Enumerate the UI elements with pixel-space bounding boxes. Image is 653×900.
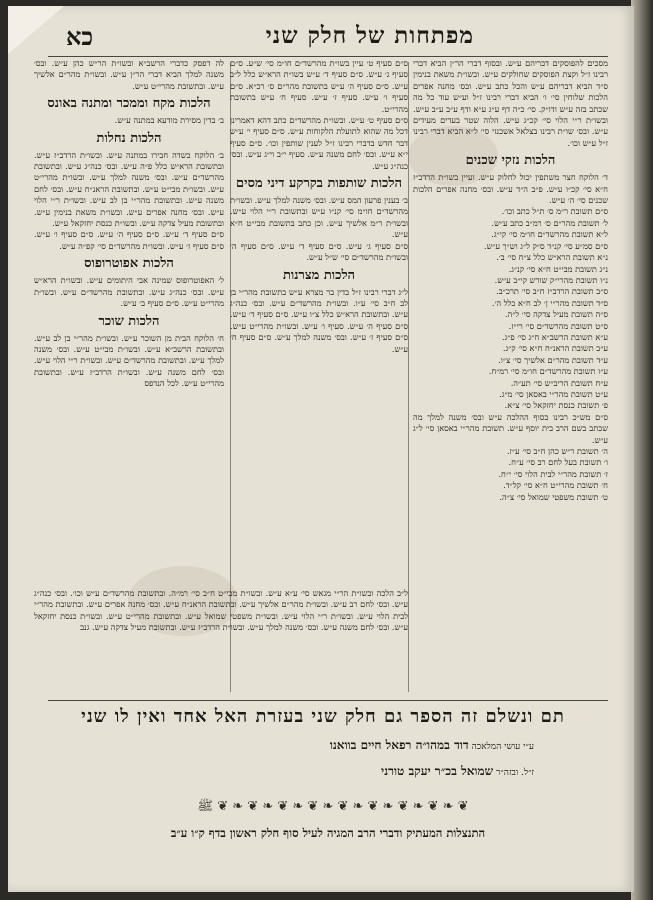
paragraph: מסכים להפוסקים דבריהם ע״ש. ובסוף דברי הר״ן הביא דברי רבינו ז״ל וקצת הפוסקים שחולקים ע״ש. ובשו״ת משאת בנימין ס״ד הביא דבריהם ע״ש והכל כתב ע״ש. ובס׳ מחנה אפרים הלכות שלוחין סי׳ ו׳ הביא דברי רבינו ז״ל וע״ש עוד כל מה שכתב בזה ע״ש ודו״ק. סי׳ כ״ה דף ע״ג ע״א ודף ע״ב ע״ב ע״ש. ובשו״ת ר״י הלוי סי׳ קכ״ג ע״ש. הלוה שטר בעדים מעידים ע״ש. ובס׳ שו״ת רבינו בצלאל אשכנזי סי׳ ל״א הביא דברי רבינו ז״ל ע״ש וכו׳. [413, 58, 608, 148]
page-header [8, 20, 634, 56]
list-item: ע״ד תשובת מהר״ם אלשיך סי׳ צ״ו. [498, 354, 608, 365]
section-heading: הלכות מצרנות [282, 267, 356, 283]
section-heading: הלכות נחלות [96, 130, 162, 146]
paragraph: ל״ב הלכה ובשו״ת הר״י מגאש סי׳ ע״א ע״ש. ובשו״ת מבי״ט ח״ב סי׳ רמ״ה. ובתשובת מהרשד״ם ע״ש וכו׳. ובס׳ כנה״ג ע״ש. ובס׳ לחם רב ע״ש. ובשו״ת מהר״ם אלשיך ע״ש. ובתשובת הראנ״ח ע״ש. ובס׳ מחנה אפרים ע״ש. ובתשובת מהר״י לבית הלוי ע״ש. ובשו״ת ר״י הלוי ע״ש. ובשו״ת משפטי שמואל ע״ש. ובתשובת מהרי״ט ע״ש. ובשו״ת כנסת יחזקאל ע״ש. ובס׳ לחם משנה ע״ש. ובס׳ משנה למלך ע״ש. ובשו״ת הרדב״ז ע״ש. ובתשובת מעיל צדקה ע״ש. גנב [34, 588, 408, 633]
list-item: ס״ד תשובת מהר״י ן׳ לב ח״א כלל ה׳. [491, 297, 608, 308]
paragraph: לה דפסק כדברי הרשב״א ובשו״ת הר״ש כהן ע״ש. ובס׳ משנה למלך הביא דברי הר״ן ע״ש. ובשו״ת מהר״ם אלשיך ע״ש. ובתשובת מהרי״ט ע״ש. [34, 58, 224, 91]
section-heading: הלכות שוכר [98, 313, 160, 329]
book-edge [631, 0, 653, 900]
typesetter-line-2 [381, 764, 534, 779]
book-page [8, 6, 634, 892]
typesetter-names: שמואל בכ״ר יעקב טורני [381, 764, 494, 778]
ornament-band: ﷺ ❦ ❧ ❦ ❧ ❦ ❧ ❦ ❧ ❦ ❧ ❦ ❧ ❦ ❧ ❦ ❧ ❦ [197, 799, 469, 814]
paragraph: ד׳ הלוקח חצר משתפין יכול לחלוק ע״ש. ועיין בשו״ת הרדב״ז ח״א סי׳ קכ״ו ע״ש. פ״ב ה״ד ע״ש. ובס׳ מחנה אפרים הלכות שכנים סי׳ ה׳ ע״ש. [413, 172, 608, 206]
list-item: ס״ב תשובת הרדב״ז ח״ב סי׳ תרכ״ב. [496, 286, 608, 297]
typesetter-prefix: ז״ל. ובזה״ר [495, 768, 534, 778]
header-rule [48, 56, 608, 57]
list-item: ח׳ תשובת מהרי״ט ח״א סי׳ קל״ד. [503, 480, 608, 491]
typesetter-prefix: ע״י עושי המלאכה [471, 742, 534, 752]
paragraph: ס״ם סעיף ט׳ עיין בשו״ת מהרשד״ם חו״מ סי׳ ש״ע. ס״ם סעיף ג׳ ע״ש. ס״ם סעיף ד׳ ע״ש בשו״ת הרא״ש כלל ל״ב ע״ש. ס״ם סעיף ה׳ ע״ש בתשובת מהר״ם ס׳ רכ״א. ס״ם סעיף ו׳ ע״ש. סעיף ז׳ ע״ש. סעיף ח׳ ע״ש בתשובת מהרי״ט. [230, 58, 408, 114]
paragraph: ס״ם סעיף ט׳ ע״ש. ובשו״ת מהרשד״ם כתב דהא דאמרינן דכל מה שהוא לתועלת הלקוחות ע״ש. ס״ם סעיף י׳ ע״ש דבר חדש בדברי רבינו ז״ל לענין שותפין וכו׳. ס״ם סעיף י״א ע״ש. ובס׳ לחם משנה ע״ש. סעיף י״ב וי״ג ע״ש. ובס׳ כנה״ג ע״ש. [230, 115, 408, 171]
reference-list [413, 206, 608, 411]
text-column-middle [230, 58, 408, 388]
typesetter-names: דוד במהו״ה רפאל חיים בוואנו [329, 738, 469, 752]
paragraph: ל״ג דברי רבינו ז״ל בדין בר מצרא ע״ש בתשובת מהר״י בן לב ח״ב סי׳ ע״ו. ובשו״ת מהרשד״ם ע״ש. ובס׳ כנה״ג ע״ש. ובתשובת הרא״ש כלל צ״ו ע״ש. ס״ם סעיף ד׳ ע״ש. ס״ם סעיף ה׳ ע״ש. סעיף ו׳ ע״ש. ובשו״ת מהרי״ט ע״ש. ס״ם סעיף ז׳ ע״ש. ובס׳ משנה למלך ע״ש. ס״ם סעיף ח׳ ע״ש. [230, 286, 408, 354]
column-divider [408, 62, 409, 692]
typesetter-line-1 [330, 738, 534, 753]
paragraph: ב׳ הלוקח בשדה חבירו במתנה ע״ש. ובשו״ת הרדב״ז ע״ש. ובתשובת הרא״ש כלל פ״ה ע״ש. ובס׳ כנה״ג ע״ש. ובתשובת מהרשד״ם ע״ש. ובס׳ משנה למלך ע״ש. ובשו״ת מהרי״ט ע״ש. ובשו״ת מבי״ט ע״ש. ובתשובת הראנ״ח ע״ש. ובס׳ לחם משנה ע״ש. ובתשובת מהר״י בן לב ע״ש. ובשו״ת ר״י הלוי ע״ש. ובס׳ מחנה אפרים ע״ש. ובשו״ת משאת בנימין ע״ש. ובתשובת מעיל צדקה ע״ש. ובשו״ת כנסת יחזקאל ע״ש. [34, 149, 224, 229]
list-item: ל׳ תשובת מהר״ם ס׳ רמ״ב כתב ע״ש. [491, 217, 608, 228]
list-item: ס״ם סמ״ע סי׳ קנ״ד ס״ק ל״ג וש״ך ע״ש. [483, 240, 608, 251]
list-item: ע״ב תשובת הראנ״ח ח״א סי׳ ק״ג. [502, 343, 608, 354]
list-item: ע״ו תשובת מהרשד״ם חו״מ סי׳ רמ״ח. [488, 366, 608, 377]
list-item: פ׳ תשובת כנסת יחזקאל סי׳ צ״א. [504, 400, 608, 411]
list-item: ס״ה תשובת מעיל צדקה סי׳ ל״ה. [504, 309, 608, 320]
section-heading: הלכות אפוטרופוס [84, 256, 174, 272]
footer-rule [48, 700, 608, 701]
paragraph: ח׳ הלוקח הבית מן השוכר ע״ש. ובשו״ת מהר״י בן לב ע״ש. ובתשובת הרשב״א ע״ש. ובשו״ת מבי״ט ע״ש. ובס׳ משנה למלך ע״ש. ובתשובת מהרשד״ם ע״ש. ובשו״ת ר״י הלוי ע״ש. ובס׳ לחם משנה ע״ש. ובשו״ת הרדב״ז ע״ש. ובתשובת מהרי״ט ע״ש. לכל הנדפס [34, 332, 224, 389]
list-item: ס״ט תשובת מהרשד״ם סי׳ רי״ז. [508, 320, 608, 331]
paragraph: ס״ם סעיף ד׳ ע״ש. ס״ם סעיף ה׳ ע״ש. ס״ם סעיף ו׳ ע״ש. ס״ם סעיף ז׳ ע״ש. ובשו״ת מהרשד״ם סי׳ קפ״ה ע״ש. [34, 229, 224, 251]
list-item: ז׳ תשובת מהר״י לבית הלוי סי׳ י״ח. [498, 468, 608, 479]
folio-number: כא [66, 22, 94, 51]
section-heading: הלכות מקח וממכר ומתנה באונס [47, 96, 211, 112]
paragraph: ב׳ בדין מסירת מודעא במתנה ע״ש. [114, 115, 224, 126]
list-item: ל״א תשובת מהרשד״ם חו״מ סי׳ קי״ג. [491, 229, 608, 240]
paragraph: ס״ם סעיף ג׳ ע״ש. ס״ם סעיף ד׳ ע״ש. ס״ם סעיף ה׳ ובשו״ת מהרשד״ם סי׳ ש״ל ע״ש. [230, 240, 408, 263]
paragraph: ל׳ האפוטרופוס שמינה אבי היתומים ע״ש. ובשו״ת הרא״ש ע״ש. ובס׳ כנה״ג ע״ש. ובתשובת מהרשד״ם ע״ש. ובשו״ת מהרי״ט ע״ש. ס״ם סעיף ב׳ ע״ש. [34, 275, 224, 309]
list-item: נ״א תשובת הרא״ש כלל צ״ח סי׳ ב׳. [496, 252, 608, 263]
section-heading: הלכות שותפות בקרקע דיני מסים [236, 176, 402, 192]
list-item: ס״ם תשובת ר״מ ס׳ ת״ל כתב וכו׳. [501, 206, 608, 217]
text-column-right [413, 58, 608, 698]
list-item: נ״ג תשובת מבי״ט ח״א סי׳ קנ״ג. [508, 263, 608, 274]
list-item: ו׳ תשובת בעל לחם רב סי׳ ע״ח. [508, 457, 608, 468]
section-heading: הלכות נזקי שכנים [465, 153, 556, 169]
running-title: מפתחות של חלק שני [265, 22, 474, 49]
text-column-left [34, 58, 224, 578]
list-item: ט׳ תשובת משפטי שמואל סי׳ צ״ה. [499, 491, 608, 502]
list-item: נ״ו תשובת מהרי״ק שורש קי״ב ע״ש. [494, 274, 608, 285]
list-item: ה׳ תשובת ר״ש כהן ח״ב סי׳ ע״ז. [507, 446, 608, 456]
folded-corner [8, 6, 64, 54]
paragraph: ס״ם מש״כ רבינו בסוף ההלכה ע״ש ובס׳ משנה למלך מה שכתב בשם הרב בית יוסף ע״ש. תשובת מהר״י באסאן סי׳ ל״ג ע״ש. [413, 411, 608, 445]
paragraph: ב׳ בענין פרעון המס ע״ש. ובס׳ משנה למלך ע״ש. ובשו״ת מהרשד״ם חו״מ סי׳ קנ״ו ע״ש ובתשובת ר״י הלוי ע״ש. ובשו״ת ר״מ אלשיך ע״ש. וכן כתב בתשובת מבי״ט ח״א ע״ש. [230, 195, 408, 240]
colophon: התנצלות המעתיק ודברי הרב המגיה לעיל סוף חלק ראשון בדף ק״ו ע״ב [170, 826, 486, 840]
list-item: ע״א תשובת הרשב״א ח״ג סי׳ פ״ג. [501, 331, 608, 342]
list-item: ע״ט תשובת מהר״י באסאן סי׳ מ״ג. [499, 388, 608, 399]
text-block-bottom [34, 588, 408, 698]
reference-list [413, 446, 608, 503]
list-item: ע״ח תשובת הריב״ש סי׳ תע״ה. [510, 377, 608, 388]
finis-line: תם ונשלם זה הספר גם חלק שני בעזרת האל אחד ואין לו שני [81, 706, 565, 727]
